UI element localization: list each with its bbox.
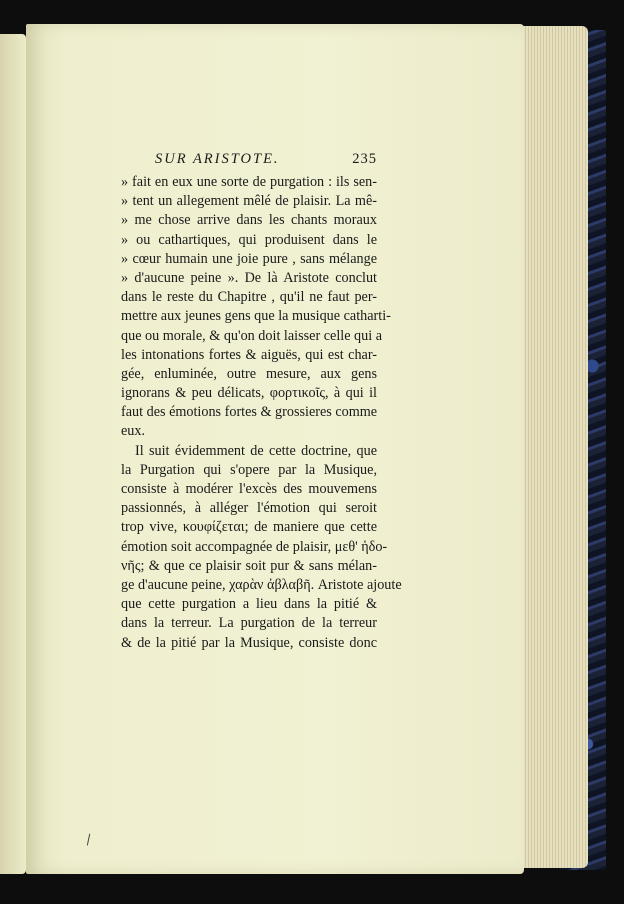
text-line: que cette purgation a lieu dans la pitié & bbox=[121, 596, 377, 613]
page-number: 235 bbox=[352, 151, 377, 167]
text-line: mettre aux jeunes gens que la musique catharti- bbox=[121, 308, 391, 325]
running-header bbox=[155, 150, 377, 172]
text-line: & de la pitié par la Musique, consiste donc bbox=[121, 634, 377, 651]
text-line: » cœur humain une joie pure , sans mélange bbox=[121, 250, 377, 267]
text-line: Il suit évidemment de cette doctrine, que bbox=[135, 442, 377, 459]
text-line: passionnés, à alléger l'émotion qui seroit bbox=[121, 500, 377, 517]
text-line: » tent un allegement mêlé de plaisir. La mê- bbox=[121, 193, 377, 210]
text-line: » me chose arrive dans les chants moraux bbox=[121, 212, 377, 229]
text-line: la Purgation qui s'opere par la Musique, bbox=[121, 461, 377, 478]
text-line: trop vive, κουφίζεται; de maniere que cette bbox=[121, 519, 377, 536]
text-line: ge d'aucune peine, χαρὰν ἀβλαβῆ. Aristote ajoute bbox=[121, 576, 402, 593]
text-line: consiste à modérer l'excès des mouvemens bbox=[121, 481, 377, 497]
text-line: » d'aucune peine ». De là Aristote conclut bbox=[121, 269, 377, 286]
text-line: νῆς; & que ce plaisir soit pur & sans mélan- bbox=[121, 557, 377, 574]
text-line: » ou cathartiques, qui produisent dans le bbox=[121, 231, 377, 248]
text-line: les intonations fortes & aiguës, qui est char- bbox=[121, 346, 377, 363]
text-line: ignorans & peu délicats, φορτικοῖς, à qui il bbox=[121, 385, 377, 402]
text-line: dans la terreur. La purgation de la terreur bbox=[121, 615, 377, 632]
text-line: émotion soit accompagnée de plaisir, μεθ' ἡδο- bbox=[121, 538, 388, 555]
text-line: eux. bbox=[121, 423, 146, 440]
page-text bbox=[121, 150, 402, 653]
text-line: dans le reste du Chapitre , qu'il ne faut per- bbox=[121, 289, 377, 306]
text-line: » fait en eux une sorte de purgation : ils sen- bbox=[121, 174, 377, 190]
text-line: faut des émotions fortes & grossieres comme bbox=[121, 404, 378, 421]
left-page-edge bbox=[0, 34, 26, 874]
text-line: gée, enluminée, outre mesure, aux gens bbox=[121, 365, 377, 382]
running-title: SUR ARISTOTE. bbox=[155, 151, 280, 167]
text-line: que ou morale, & qu'on doit laisser celle qui a bbox=[121, 327, 383, 344]
